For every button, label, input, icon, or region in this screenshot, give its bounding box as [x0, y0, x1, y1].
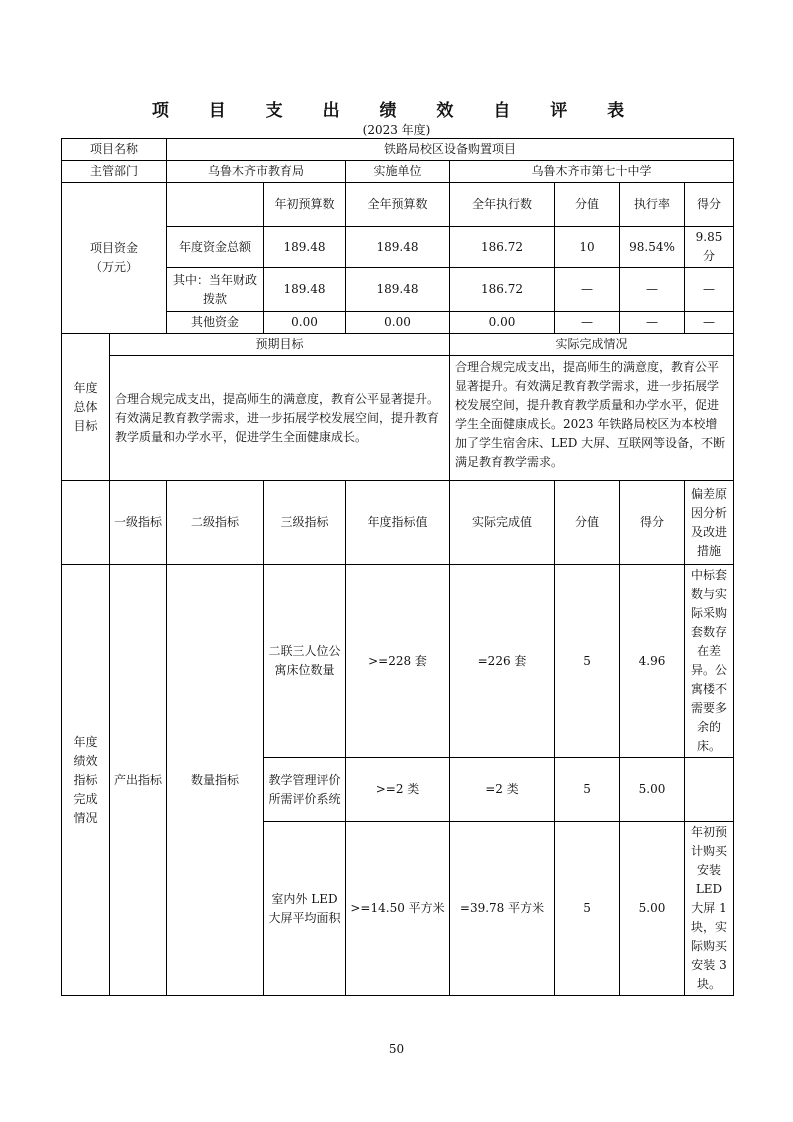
funds-cell: 189.48: [346, 227, 450, 268]
indicator-header-level3: 三级指标: [264, 481, 346, 565]
funds-header-blank: [167, 183, 264, 227]
funds-cell: —: [555, 268, 620, 312]
page-title: 项 目 支 出 绩 效 自 评 表: [151, 101, 642, 121]
indicator-target: >=14.50 平方米: [346, 822, 450, 996]
funds-cell: 0.00: [346, 312, 450, 334]
project-name-label: 项目名称: [62, 139, 167, 161]
indicator-score-value: 5: [555, 565, 620, 758]
funds-cell: —: [620, 312, 685, 334]
indicator-score-value: 5: [555, 758, 620, 822]
funds-cell: 9.85 分: [685, 227, 734, 268]
funds-header-score-value: 分值: [555, 183, 620, 227]
funds-cell: —: [555, 312, 620, 334]
indicator-level3: 教学管理评价所需评价系统: [264, 758, 346, 822]
page-subtitle: (2023 年度): [362, 123, 431, 137]
indicator-row: [62, 565, 734, 758]
indicator-note: 年初预计购买安装 LED 大屏 1 块，实际购买安装 3 块。: [685, 822, 734, 996]
indicator-level3: 二联三人位公寓床位数量: [264, 565, 346, 758]
indicator-target: >=228 套: [346, 565, 450, 758]
funds-cell: 0.00: [264, 312, 346, 334]
indicator-score: 5.00: [620, 758, 685, 822]
goals-expected-header: 预期目标: [110, 334, 450, 356]
indicator-header-score: 得分: [620, 481, 685, 565]
indicator-header-score-value: 分值: [555, 481, 620, 565]
dept-label: 主管部门: [62, 161, 167, 183]
indicator-actual: =2 类: [450, 758, 555, 822]
project-name-value: 铁路局校区设备购置项目: [167, 139, 734, 161]
funds-cell: 98.54%: [620, 227, 685, 268]
funds-header-initial-budget: 年初预算数: [264, 183, 346, 227]
page-number: 50: [388, 1042, 405, 1056]
funds-cell: 10: [555, 227, 620, 268]
dept-value: 乌鲁木齐市教育局: [167, 161, 346, 183]
indicator-header-level2: 二级指标: [167, 481, 264, 565]
funds-label: 项目资金 （万元）: [62, 183, 167, 334]
goals-actual-header: 实际完成情况: [450, 334, 734, 356]
goals-expected-text: 合理合规完成支出，提高师生的满意度，教育公平显著提升。有效满足教育教学需求，进一步拓展学校发展空间，提升教育教学质量和办学水平，促进学生全面健康成长。: [110, 356, 450, 481]
funds-cell: 186.72: [450, 227, 555, 268]
indicator-score-value: 5: [555, 822, 620, 996]
indicator-actual: =226 套: [450, 565, 555, 758]
goals-label: 年度 总体 目标: [62, 334, 110, 481]
goals-actual-text: 合理合规完成支出，提高师生的满意度，教育公平显著提升。有效满足教育教学需求，进一步拓展学校发展空间，提升教育教学质量和办学水平，促进学生全面健康成长。2023 年铁路局校区为本校增加了学生宿舍床、LED 大屏、互联网等设备，不断满足教育教学需求。: [450, 356, 734, 481]
indicator-header-actual: 实际完成值: [450, 481, 555, 565]
funds-row-label: 年度资金总额: [167, 227, 264, 268]
indicators-level2: 数量指标: [167, 565, 264, 996]
indicators-section-label: 年度 绩效 指标 完成 情况: [62, 565, 110, 996]
funds-cell: —: [685, 312, 734, 334]
funds-row-label: 其他资金: [167, 312, 264, 334]
funds-header-executed: 全年执行数: [450, 183, 555, 227]
indicator-header-level1: 一级指标: [110, 481, 167, 565]
funds-cell: 189.48: [346, 268, 450, 312]
indicator-note: [685, 758, 734, 822]
indicator-actual: =39.78 平方米: [450, 822, 555, 996]
funds-header-rate: 执行率: [620, 183, 685, 227]
indicator-header-target: 年度指标值: [346, 481, 450, 565]
funds-header-annual-budget: 全年预算数: [346, 183, 450, 227]
indicator-level3: 室内外 LED 大屏平均面积: [264, 822, 346, 996]
funds-cell: 0.00: [450, 312, 555, 334]
indicators-level1: 产出指标: [110, 565, 167, 996]
indicator-score: 4.96: [620, 565, 685, 758]
funds-cell: 186.72: [450, 268, 555, 312]
evaluation-table: [61, 138, 734, 996]
indicator-note: 中标套数与实际采购套数存在差异。公寓楼不需要多余的床。: [685, 565, 734, 758]
indicator-target: >=2 类: [346, 758, 450, 822]
unit-label: 实施单位: [346, 161, 450, 183]
indicator-score: 5.00: [620, 822, 685, 996]
funds-cell: —: [685, 268, 734, 312]
indicator-header-blank: [62, 481, 110, 565]
funds-row-label: 其中：当年财政拨款: [167, 268, 264, 312]
indicator-header-note: 偏差原因分析及改进措施: [685, 481, 734, 565]
funds-cell: 189.48: [264, 227, 346, 268]
funds-cell: —: [620, 268, 685, 312]
funds-cell: 189.48: [264, 268, 346, 312]
unit-value: 乌鲁木齐市第七十中学: [450, 161, 734, 183]
funds-header-score: 得分: [685, 183, 734, 227]
